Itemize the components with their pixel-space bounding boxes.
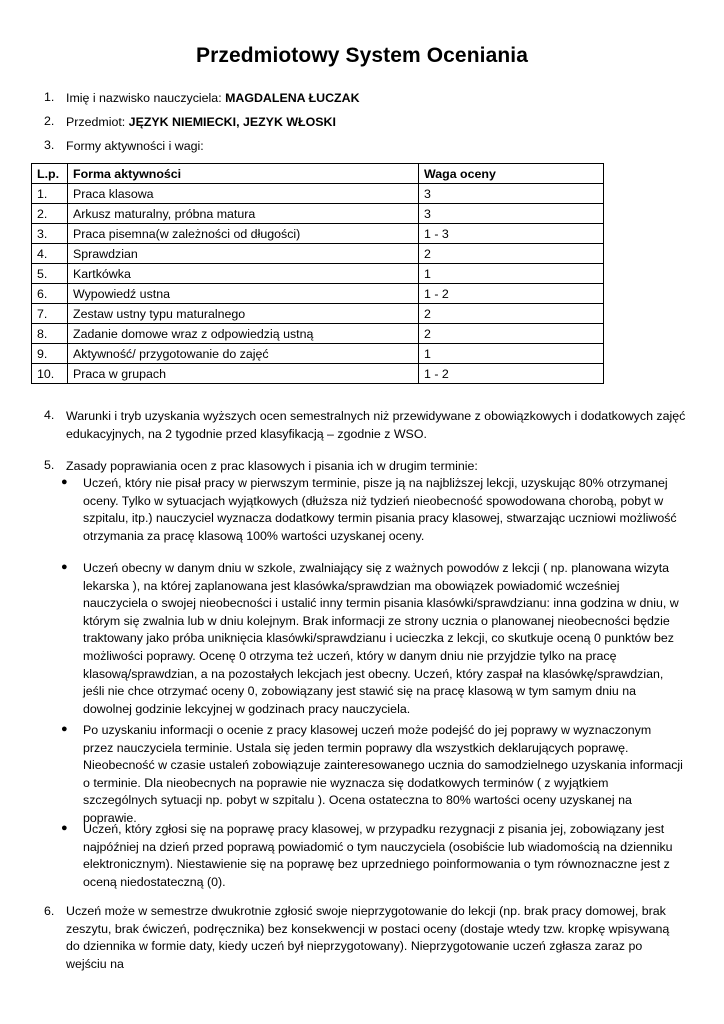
table-cell: 2 [419, 324, 604, 344]
subject-value: JĘZYK NIEMIECKI, JEZYK WŁOSKI [128, 115, 336, 129]
bullet-icon: ● [61, 822, 68, 834]
bullet-paragraph: Po uzyskaniu informacji o ocenie z pracy klasowej uczeń może podejść do jej poprawy w wyznaczonym przez nauczyciela terminie. Ustala się jeden termin poprawy dla wszystkich deklarujących poprawę. Nieobecność w czasie ustaleń zobowiązuje zainteresowanego ucznia do samodzielnego uzyskania informacji o terminie. Dla nieobecnych na poprawie nie wyznacza się dodatkowych terminów ( z wyjątkiem szczególnych sytuacji np. pobyt w szpitalu ). Ocena ostateczna to 80% wartości oceny uzyskanej na poprawie. [83, 723, 683, 825]
table-cell: Praca w grupach [68, 364, 419, 384]
bullet-icon: ● [61, 561, 68, 573]
table-row [32, 364, 604, 384]
table-cell: 10. [32, 364, 68, 384]
table-cell: Aktywność/ przygotowanie do zajęć [68, 344, 419, 364]
table-cell: 7. [32, 304, 68, 324]
column-header: L.p. [32, 164, 68, 184]
table-row [32, 264, 604, 284]
table-cell: Wypowiedź ustna [68, 284, 419, 304]
table-cell: 1 [419, 344, 604, 364]
table-cell: Zestaw ustny typu maturalnego [68, 304, 419, 324]
column-header: Waga oceny [419, 164, 604, 184]
activities-heading: Formy aktywności i wagi: [66, 139, 204, 153]
table-cell: 1. [32, 184, 68, 204]
bullet-paragraph: Uczeń, który zgłosi się na poprawę pracy klasowej, w przypadku rezygnacji z pisania jej, zobowiązany jest najpóźniej na dzień przed poprawą powiadomić o tym nauczyciela (osobiście lub wiadomością na dzienniku elektronicznym). Niestawienie się na poprawę bez uprzedniego poinformowania o tym równoznaczne jest z oceną niedostateczną (0). [83, 822, 673, 889]
table-cell: 5. [32, 264, 68, 284]
table-row [32, 204, 604, 224]
table-cell: 6. [32, 284, 68, 304]
table-row [32, 244, 604, 264]
page-title: Przedmiotowy System Oceniania [195, 44, 528, 67]
table-cell: 1 - 2 [419, 364, 604, 384]
item5-heading: Zasady poprawiania ocen z prac klasowych i pisania ich w drugim terminie: [66, 459, 478, 473]
table-cell: 2. [32, 204, 68, 224]
table-cell: 2 [419, 304, 604, 324]
table-cell: 3 [419, 204, 604, 224]
table-cell: 3. [32, 224, 68, 244]
item4-line2: edukacyjnych, na 2 tygodnie przed klasyfikacją – zgodnie z WSO. [66, 427, 427, 441]
list-number: 3. [44, 138, 55, 152]
table-cell: 1 - 3 [419, 224, 604, 244]
bullet-icon: ● [61, 723, 68, 735]
item4-line1: Warunki i tryb uzyskania wyższych ocen semestralnych niż przewidywane z obowiązkowych i dodatkowych zajęć [66, 409, 686, 423]
table-cell: Sprawdzian [68, 244, 419, 264]
table-cell: 4. [32, 244, 68, 264]
subject-line [66, 114, 694, 131]
teacher-label: Imię i nazwisko nauczyciela: [66, 91, 226, 105]
table-cell: Kartkówka [68, 264, 419, 284]
table-cell: Arkusz maturalny, próbna matura [68, 204, 419, 224]
table-row [32, 184, 604, 204]
table-row [32, 324, 604, 344]
table-cell: 3 [419, 184, 604, 204]
list-number: 2. [44, 114, 55, 128]
table-row [32, 344, 604, 364]
item6-paragraph: Uczeń może w semestrze dwukrotnie zgłosić swoje nieprzygotowanie do lekcji (np. brak pracy domowej, brak zeszytu, brak ćwiczeń, podręcznika) bez konsekwencji w postaci oceny (dostaje wtedy tzw. kropkę wpisywaną do dziennika w formie daty, kiedy uczeń był nieprzygotowany). Nieprzygotowanie uczeń zgłasza zaraz po wejściu na [66, 904, 670, 971]
table-cell: 8. [32, 324, 68, 344]
table-cell: 1 [419, 264, 604, 284]
subject-label: Przedmiot: [66, 115, 129, 129]
bullet-paragraph: Uczeń, który nie pisał pracy w pierwszym terminie, pisze ją na najbliższej lekcji, uzyskując 80% otrzymanej oceny. Tylko w sytuacjach wyjątkowych (dłuższa niż tydzień nieobecność spowodowana chorobą, pobyt w szpitalu, itp.) nauczyciel wyznacza dodatkowy termin pisania pracy klasowej, stwarzając uczniowi możliwość otrzymania za pracę klasową 100% wartości uzyskanej oceny. [83, 476, 677, 543]
list-number: 6. [44, 904, 55, 918]
table-cell: Zadanie domowe wraz z odpowiedzią ustną [68, 324, 419, 344]
teacher-name-line [66, 90, 694, 107]
table-cell: 9. [32, 344, 68, 364]
table-cell: 1 - 2 [419, 284, 604, 304]
table-cell: 2 [419, 244, 604, 264]
table-row [32, 304, 604, 324]
list-number: 1. [44, 90, 55, 104]
table-row [32, 284, 604, 304]
table-cell: Praca klasowa [68, 184, 419, 204]
table-header-row [32, 164, 604, 184]
bullet-icon: ● [61, 476, 68, 488]
list-number: 4. [44, 408, 55, 422]
table-cell: Praca pisemna(w zależności od długości) [68, 224, 419, 244]
column-header: Forma aktywności [68, 164, 419, 184]
table-row [32, 224, 604, 244]
teacher-name: MAGDALENA ŁUCZAK [225, 91, 360, 105]
list-number: 5. [44, 458, 55, 472]
activities-table [31, 163, 604, 384]
bullet-paragraph: Uczeń obecny w danym dniu w szkole, zwalniający się z ważnych powodów z lekcji ( np. planowana wizyta lekarska ), na której zaplanowana jest klasówka/sprawdzian ma obowiązek powiadomić wcześniej nauczyciela o swojej nieobecności i ustalić inny termin pisania klasówki/sprawdzianu: inna godzina w dniu, w którym się zwalnia lub w dniu kolejnym. Brak informacji ze strony ucznia o planowanej nieobecności będzie traktowany jako próba uniknięcia klasówki/sprawdzianu i ucieczka z lekcji, co skutkuje oceną 0 punktów bez możliwości poprawy. Ocenę 0 otrzyma też uczeń, który w danym dniu nie przyjdzie tylko na pracę klasową/sprawdzian, a na pozostałych lekcjach jest obecny. Uczeń, który zaspał na klasówkę/sprawdzian, jeśli nie chce otrzymać oceny 0, zobowiązany jest stawić się na pracę klasową w tym samym dniu na dowolnej godzinie lekcyjnej w godzinach pracy nauczyciela. [83, 561, 679, 716]
